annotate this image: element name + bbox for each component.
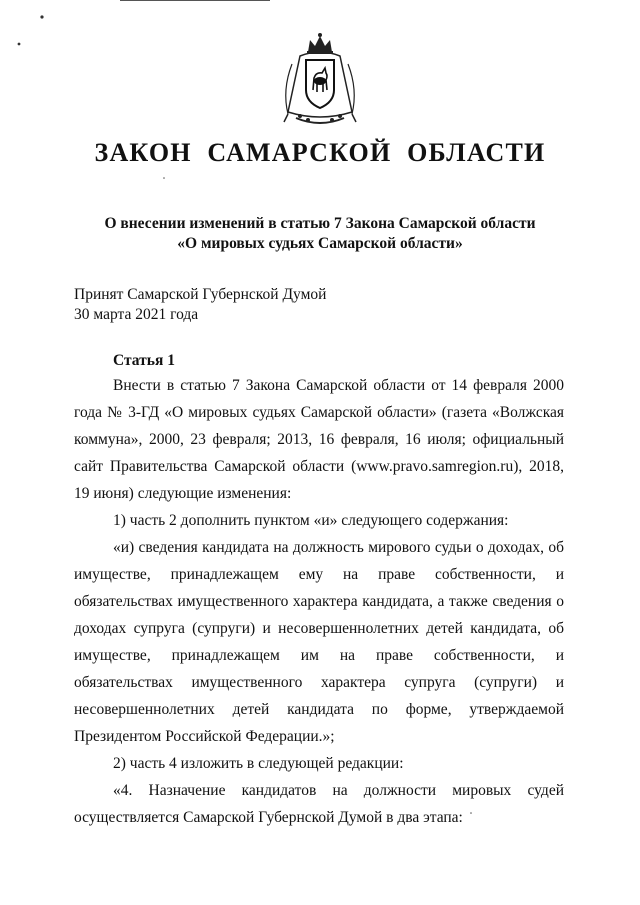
article-paragraph-part-4: «4. Назначение кандидатов на должности мировых судей осуществляется Самарской Губернской Думой в два этапа: (74, 782, 564, 826)
subtitle-line-2: «О мировых судьях Самарской области» (177, 235, 463, 252)
adoption-info (74, 285, 326, 325)
article-paragraph-item-1: 1) часть 2 дополнить пунктом «и» следующего содержания: (113, 512, 509, 529)
article-heading: Статья 1 (113, 352, 175, 369)
article-body (74, 372, 564, 831)
adoption-line-1: Принят Самарской Губернской Думой (74, 286, 327, 303)
adoption-date: 30 марта 2021 года (74, 306, 199, 323)
subtitle-line-1: О внесении изменений в статью 7 Закона Самарской области (104, 215, 536, 232)
article-paragraph-intro: Внести в статью 7 Закона Самарской области от 14 февраля 2000 года № 3-ГД «О мировых судьях Самарской области» (газета «Волжская коммуна», 2000, 23 февраля; 2013, 16 февраля, 16 июля; официальный сайт Правительства Самарской области (www.pravo.samregion.ru), 2018, 19 июня) следующие изменения: (74, 377, 564, 502)
article-paragraph-item-i: «и) сведения кандидата на должность мирового судьи о доходах, об имуществе, принадлежащем ему на праве собственности, и обязательствах имущественного характера кандидата, а также сведения о доходах супруга (супруги) и несовершеннолетних детей кандидата, об имуществе, принадлежащем им на праве собственности, и обязательствах имущественного характера супруга (супруги) и несовершеннолетних детей кандидата по форме, утверждаемой Президентом Российской Федерации.»; (74, 539, 564, 745)
law-title: ЗАКОН САМАРСКОЙ ОБЛАСТИ (94, 138, 546, 167)
samara-coat-of-arms-icon (270, 30, 370, 130)
law-subtitle (0, 214, 640, 254)
article-paragraph-item-2: 2) часть 4 изложить в следующей редакции: (113, 755, 404, 772)
